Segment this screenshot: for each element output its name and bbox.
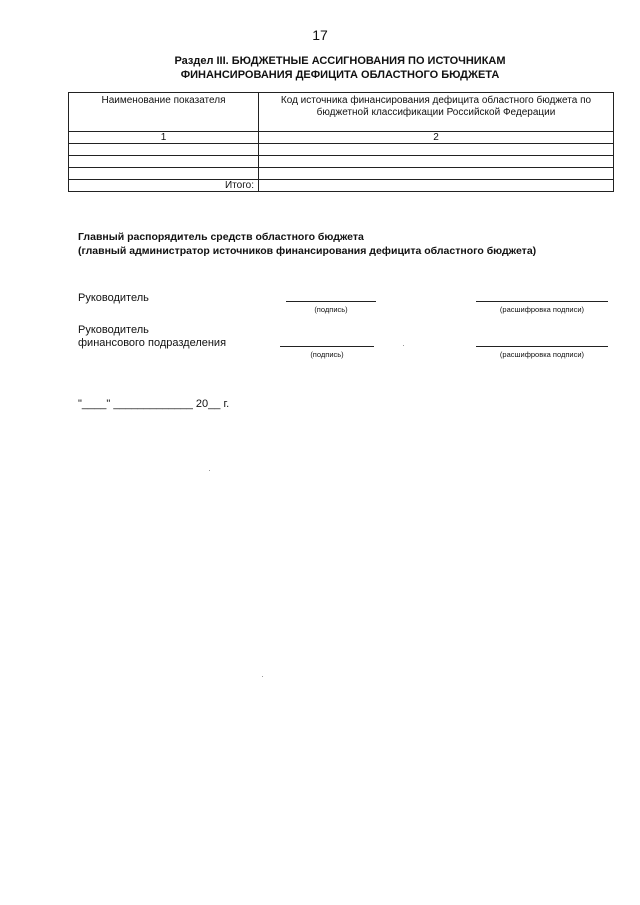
header-indicator-name: Наименование показателя <box>69 93 259 132</box>
fin-head-signature-line[interactable] <box>280 346 374 347</box>
fin-head-label-line-1: Руководитель <box>78 324 149 336</box>
scan-speck <box>403 345 404 346</box>
table-header-row <box>69 93 614 132</box>
total-value-cell[interactable] <box>259 180 614 192</box>
date-line[interactable]: "____" _____________ 20__ г. <box>78 398 230 410</box>
table-row <box>69 144 614 156</box>
signatures-title-line-1: Главный распорядитель средств областного бюджета <box>78 231 364 243</box>
scan-speck <box>209 470 210 471</box>
total-label: Итого: <box>69 180 259 192</box>
table-cell[interactable] <box>69 168 259 180</box>
table-cell[interactable] <box>69 144 259 156</box>
fin-head-label <box>78 324 226 350</box>
sources-table <box>68 92 614 192</box>
total-row <box>69 180 614 192</box>
section-title-line-2: ФИНАНСИРОВАНИЯ ДЕФИЦИТА ОБЛАСТНОГО БЮДЖЕТА <box>180 69 500 81</box>
fin-head-decode-caption: (расшифровка подписи) <box>499 350 585 359</box>
header-source-code: Код источника финансирования дефицита областного бюджета по бюджетной классификации Российской Федерации <box>259 93 614 132</box>
signatures-title-line-2: (главный администратор источников финансирования дефицита областного бюджета) <box>78 245 537 257</box>
fin-head-signature-caption: (подпись) <box>310 350 344 359</box>
head-label: Руководитель <box>78 292 149 304</box>
section-title <box>60 54 620 82</box>
head-signature-line[interactable] <box>286 301 376 302</box>
section-title-line-1: Раздел III. БЮДЖЕТНЫЕ АССИГНОВАНИЯ ПО ИСТОЧНИКАМ <box>174 55 506 67</box>
column-number-row <box>69 132 614 144</box>
head-decode-line[interactable] <box>476 301 608 302</box>
column-number-1: 1 <box>69 132 259 144</box>
scan-speck <box>262 676 263 677</box>
table-cell[interactable] <box>259 144 614 156</box>
fin-head-decode-line[interactable] <box>476 346 608 347</box>
table-cell[interactable] <box>259 168 614 180</box>
column-number-2: 2 <box>259 132 614 144</box>
head-signature-caption: (подпись) <box>314 305 348 314</box>
table-cell[interactable] <box>259 156 614 168</box>
table-row <box>69 168 614 180</box>
head-decode-caption: (расшифровка подписи) <box>499 305 585 314</box>
signatures-title <box>78 230 536 258</box>
table-row <box>69 156 614 168</box>
page-number: 17 <box>312 27 328 43</box>
table-cell[interactable] <box>69 156 259 168</box>
fin-head-label-line-2: финансового подразделения <box>78 337 227 349</box>
